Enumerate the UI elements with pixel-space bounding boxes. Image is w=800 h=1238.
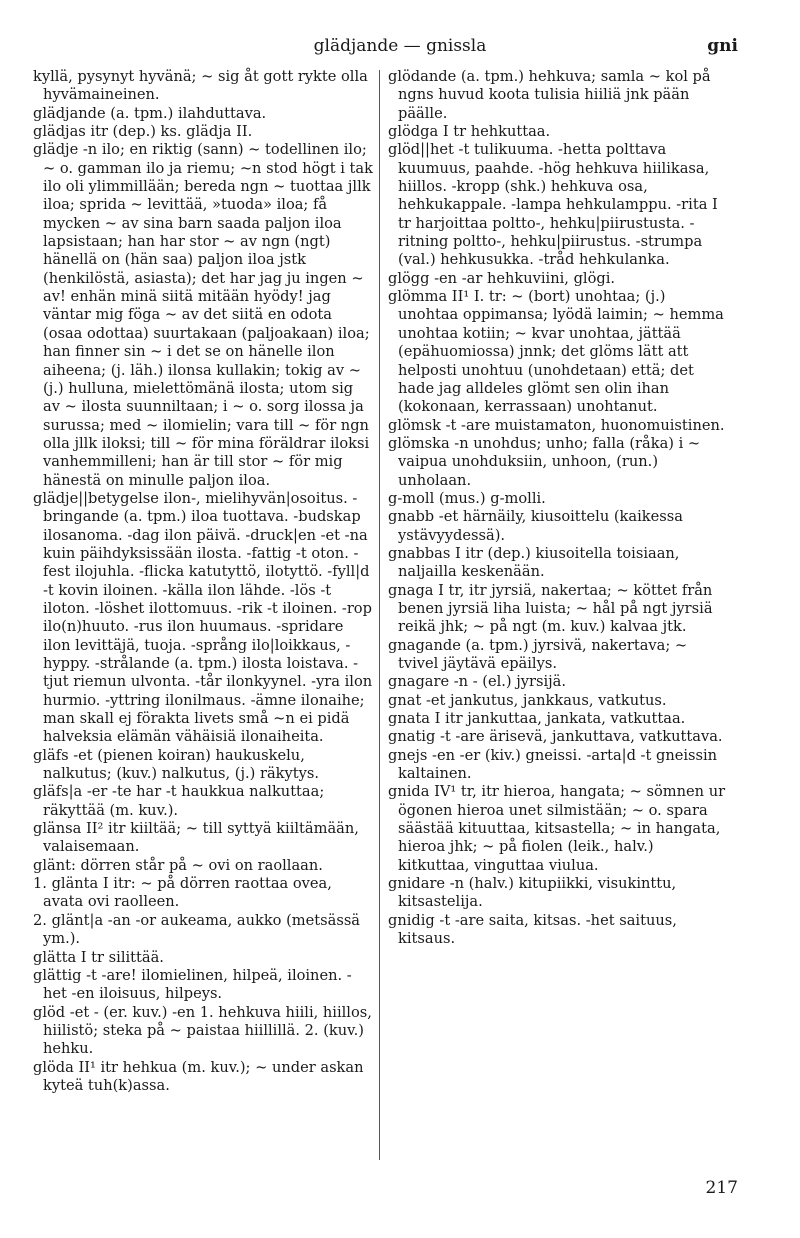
dictionary-entry: glänt: dörren står på ~ ovi on raollaan. [33, 856, 323, 874]
running-header [0, 34, 800, 62]
dictionary-entry: 1. glänta I itr: ~ på dörren raottaa ovea, avata ovi raolleen. [33, 875, 332, 911]
dictionary-entry: gnata I itr jankuttaa, jankata, vatkuttaa. [388, 710, 686, 728]
dictionary-entry: glädje -n ilo; en riktig (sann) ~ todellinen ilo; ~ o. gamman ilo ja riemu; ~n stod högt i tak ilo oli ylimmillään; bereda ngn ~ tuottaa jllk iloa; sprida ~ levittää, »tuoda» iloa; få mycken ~ av sina barn saada paljon iloa lapsistaan; han har stor ~ av ngn (ngt) hänellä on (hän saa) paljon iloa jstk (henkilöstä, asiasta); det har jag ju ingen ~ av! enhän minä siitä mitään hyödy! jag väntar mig föga ~ av det siitä en odota (osaa odottaa) suurtakaan (paljoakaan) iloa; han finner sin ~ i det se on hänelle ilon aiheena; (j. läh.) ilonsa kullakin; tokig av ~ (j.) hulluna, mielettömänä ilosta; utom sig av ~ ilosta suunniltaan; i ~ o. sorg ilossa ja surussa; med ~ ilomielin; vara till ~ för ngn olla jllk iloksi; till ~ för mina föräldrar iloksi vanhemmilleni; han är till stor ~ för mig hänestä on minulle paljon iloa. [33, 141, 373, 489]
dictionary-entry: gnaga I tr, itr jyrsiä, nakertaa; ~ köttet från benen jyrsiä liha luista; ~ hål på ngt jyrsiä reikä jhk; ~ på ngt (m. kuv.) kalvaa jtk. [388, 581, 713, 636]
dictionary-entry: glömma II¹ I. tr: ~ (bort) unohtaa; (j.) unohtaa oppimansa; lyödä laimin; ~ hemma unohtaa kotiin; ~ kvar unohtaa, jättää (epähuomiossa) jnnk; det glöms lätt att helposti unohtuu (unohdetaan) että; det hade jag alldeles glömt sen olin ihan (kokonaan, kerrassaan) unohtanut. [388, 288, 724, 416]
dictionary-entry: gnagare -n - (el.) jyrsijä. [388, 673, 567, 691]
dictionary-entry: glöd||het -t tulikuuma. -hetta polttava kuumuus, paahde. -hög hehkuva hiilikasa, hiillos. -kropp (shk.) hehkuva osa, hehkukappale. -lampa hehkulamppu. -rita I tr harjoittaa poltto-, hehku|piirustusta. -ritning poltto-, hehku|piirustus. -strumpa (val.) hehkusukka. -tråd hehkulanka. [388, 141, 718, 269]
dictionary-entry: glömsk -t -are muistamaton, huonomuistinen. [388, 416, 725, 434]
dictionary-entry: glätta I tr silittää. [33, 948, 164, 966]
dictionary-entry: glömska -n unohdus; unho; falla (råka) i ~ vaipua unohduksiin, unhoon, (run.) unholaan. [388, 434, 701, 489]
dictionary-entry: gnejs -en -er (kiv.) gneissi. -arta|d -t gneissin kaltainen. [388, 746, 718, 783]
dictionary-entry: glänsa II² itr kiiltää; ~ till syttyä kiiltämään, valaisemaan. [33, 820, 359, 856]
dictionary-entry: gnida IV¹ tr, itr hieroa, hangata; ~ sömnen ur ögonen hieroa unet silmistään; ~ o. spara säästää kituuttaa, kitsastella; ~ in hangata, hieroa jhk; ~ på fiolen (leik., halv.) kitkuttaa, vinguttaa viulua. [388, 783, 726, 874]
dictionary-entry: glädje||betygelse ilon-, mielihyvän|osoitus. -bringande (a. tpm.) iloa tuottava. -budskap ilosanoma. -dag ilon päivä. -druck|en -et -na kuin päihdyksissään ilosta. -fattig -t oton. -fest ilojuhla. -flicka katutyttö, ilotyttö. -fyll|d -t kovin iloinen. -källa ilon lähde. -lös -t iloton. -löshet ilottomuus. -rik -t iloinen. -rop ilo(n)huuto. -rus ilon huumaus. -spridare ilon levittäjä, tuoja. -språng ilo|loikkaus, -hyppy. -strålande (a. tpm.) ilosta loistava. -tjut riemun ulvonta. -tår ilonkyynel. -yra ilon hurmio. -yttring ilonilmaus. -ämne ilonaihe; man skall ej förakta livets små ~n ei pidä halveksia elämän vähäisiä ilonaiheita. [33, 489, 373, 746]
dictionary-entry: glödga I tr hehkuttaa. [388, 123, 551, 141]
dictionary-entry: gläfs -et (pienen koiran) haukuskelu, nalkutus; (kuv.) nalkutus, (j.) räkytys. [33, 746, 319, 783]
dictionary-entry: gnabb -et härnäily, kiusoittelu (kaikessa ystävyydessä). [388, 508, 683, 544]
dictionary-entry: glädjas itr (dep.) ks. glädja II. [33, 123, 253, 141]
dictionary-entry: glöd -et - (er. kuv.) -en 1. hehkuva hiili, hiillos, hiilistö; steka på ~ paistaa hiillillä. 2. (kuv.) hehku. [33, 1003, 372, 1058]
header-guide-word: gni [707, 36, 738, 56]
dictionary-entry: gnidare -n (halv.) kitupiikki, visukinttu, kitsastelija. [388, 875, 677, 911]
column-divider [379, 70, 380, 1160]
page-number: 217 [705, 1178, 738, 1198]
dictionary-entry: gläfs|a -er -te har -t haukkua nalkuttaa; räkyttää (m. kuv.). [33, 783, 325, 819]
dictionary-entry: gnabbas I itr (dep.) kiusoitella toisiaan, naljailla keskenään. [388, 544, 680, 581]
dictionary-entry: glödande (a. tpm.) hehkuva; samla ~ kol på ngns huvud koota tulisia hiiliä jnk pään päälle. [388, 68, 711, 122]
header-title: glädjande — gnissla [313, 36, 487, 56]
dictionary-entry: gnidig -t -are saita, kitsas. -het saituus, kitsaus. [388, 911, 677, 948]
dictionary-entry: glättig -t -are! ilomielinen, hilpeä, iloinen. -het -en iloisuus, hilpeys. [33, 966, 352, 1003]
dictionary-entry: g-moll (mus.) g-molli. [388, 489, 546, 507]
dictionary-entry: glöda II¹ itr hehkua (m. kuv.); ~ under askan kyteä tuh(k)assa. [33, 1058, 364, 1094]
dictionary-entry: gnagande (a. tpm.) jyrsivä, nakertava; ~ tvivel jäytävä epäilys. [388, 636, 688, 672]
dictionary-entry: glögg -en -ar hehkuviini, glögi. [388, 269, 616, 287]
dictionary-entry: 2. glänt|a -an -or aukeama, aukko (metsässä ym.). [33, 911, 361, 948]
dictionary-entry: glädjande (a. tpm.) ilahduttava. [33, 104, 267, 122]
left-column [33, 68, 373, 1095]
dictionary-entry: kyllä, pysynyt hyvänä; ~ sig åt gott rykte olla hyvämaineinen. [33, 68, 368, 104]
dictionary-entry: gnatig -t -are ärisevä, jankuttava, vatkuttava. [388, 728, 723, 746]
dictionary-entry: gnat -et jankutus, jankkaus, vatkutus. [388, 691, 667, 709]
right-column [388, 68, 728, 949]
